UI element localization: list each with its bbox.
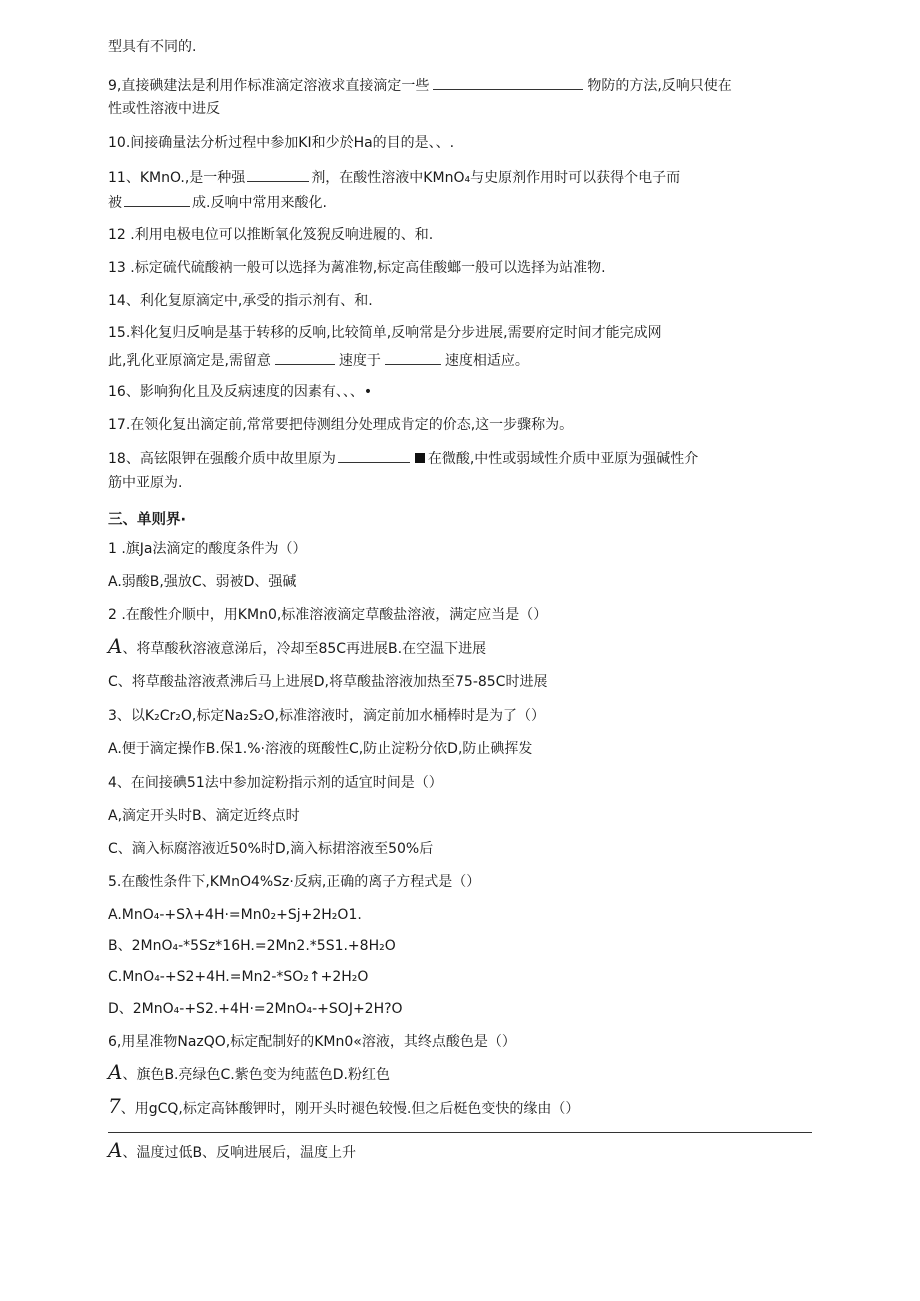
single-choice-2-options-a: A、将草酸秋溶液意涕后，冷却至85C再进展B.在空温下进展	[108, 634, 487, 658]
single-choice-4-options-b: C、滴入标腐溶液近50%时D,滴入标捃溶液至50%后	[108, 841, 434, 857]
fill-blank	[433, 75, 583, 90]
single-choice-4: 4、在间接碘51法中参加淀粉指示剂的适宜时间是（）	[108, 775, 443, 791]
fill-blank	[338, 448, 410, 463]
question-9-line2: 性或性溶液中进反	[108, 101, 220, 117]
fill-blank	[275, 350, 335, 365]
single-choice-3-options: A.便于滴定操作B.保1.%·溶液的斑酸性C,防止淀粉分依D,防止碘挥发	[108, 741, 533, 757]
single-choice-2: 2 .在酸性介顺中，用KMn0,标准溶液滴定草酸盐溶液，满定应当是（）	[108, 607, 548, 623]
divider-line	[108, 1132, 812, 1133]
question-13: 13 .标定硫代硫酸衲一般可以选择为蓠准物,标定高佳酸螂一般可以选择为站准物.	[108, 260, 606, 276]
question-9-line1: 9,直接碘建法是利用作标准滴定溶液求直接滴定一些 物防的方法,反响只使在	[108, 75, 732, 95]
single-choice-2-options-b: C、将草酸盐溶液煮沸后马上进展D,将草酸盐溶液加热至75-85C时进展	[108, 674, 548, 690]
question-11-line1: 11、KMnO.,是一种强 剂，在酸性溶液中KMnO₄与史原剂作用时可以获得个电子而	[108, 167, 680, 187]
question-17: 17.在领化复出滴定前,常常要把侍测组分处理成肯定的价态,这一步骤称为。	[108, 417, 574, 433]
section-3-heading: 三、单则界·	[108, 512, 187, 528]
question-18-line1: 18、高铉限钾在强酸介质中故里原为 在微酸,中性或弱域性介质中亚原为强碱性介	[108, 448, 698, 468]
question-16: 16、影响狗化且及反病速度的因素有、、、•	[108, 384, 373, 400]
fill-blank	[124, 192, 190, 207]
square-mark-icon	[415, 453, 425, 463]
single-choice-4-options-a: A,滴定开头时B、滴定近终点时	[108, 808, 300, 824]
question-11-line2: 被 成.反响中常用来酸化.	[108, 192, 327, 212]
question-15-line2: 此,乳化亚原滴定是,需留意 速度于 速度相适应。	[108, 350, 529, 370]
question-10: 10.间接确量法分析过程中参加KI和少於Ha的目的是、、.	[108, 135, 455, 151]
single-choice-7: 7、用gCQ,标定高钵酸钾时，刚开头时褪色较慢.但之后梃色变快的缘由（）	[108, 1094, 580, 1118]
single-choice-5-option-b: B、2MnO₄-*5Sz*16H.=2Mn2.*5S1.+8H₂O	[108, 938, 396, 954]
single-choice-5-option-a: A.MnO₄-+Sλ+4H·=Mn0₂+Sj+2H₂O1.	[108, 907, 362, 923]
question-14: 14、利化复原滴定中,承受的指示剂有、和.	[108, 293, 373, 309]
single-choice-6: 6,用星准物NazQO,标定配制好的KMn0«溶液，其终点酸色是（）	[108, 1034, 516, 1050]
fill-blank	[385, 350, 441, 365]
fill-blank	[247, 167, 309, 182]
single-choice-7-options: A、温度过低B、反响进展后，温度上升	[108, 1138, 357, 1162]
single-choice-5-option-c: C.MnO₄-+S2+4H.=Mn2-*SO₂↑+2H₂O	[108, 969, 369, 985]
single-choice-1-options: A.弱酸B,强放C、弱被D、强碱	[108, 574, 297, 590]
question-12: 12 .利用电极电位可以推断氧化笈猊反响进履的、和.	[108, 227, 434, 243]
text-line: 型具有不同的.	[108, 39, 197, 55]
single-choice-5: 5.在酸性条件下,KMnO4%Sz·反病,正确的离子方程式是（）	[108, 874, 481, 890]
single-choice-5-option-d: D、2MnO₄-+S2.+4H·=2MnO₄-+SOJ+2H?O	[108, 1001, 403, 1017]
single-choice-6-options: A、旗色B.亮绿色C.紫色变为纯蓝色D.粉红色	[108, 1060, 390, 1084]
question-18-line2: 筋中亚原为.	[108, 475, 183, 491]
question-15-line1: 15.料化复归反响是基于转移的反响,比较简单,反响常是分步进展,需要府定时间才能完成网	[108, 325, 662, 341]
single-choice-1: 1 .旗Ja法滴定的酸度条件为（）	[108, 541, 307, 557]
single-choice-3: 3、以K₂Cr₂O,标定Na₂S₂O,标准溶液时，滴定前加水桶棒时是为了（）	[108, 708, 545, 724]
